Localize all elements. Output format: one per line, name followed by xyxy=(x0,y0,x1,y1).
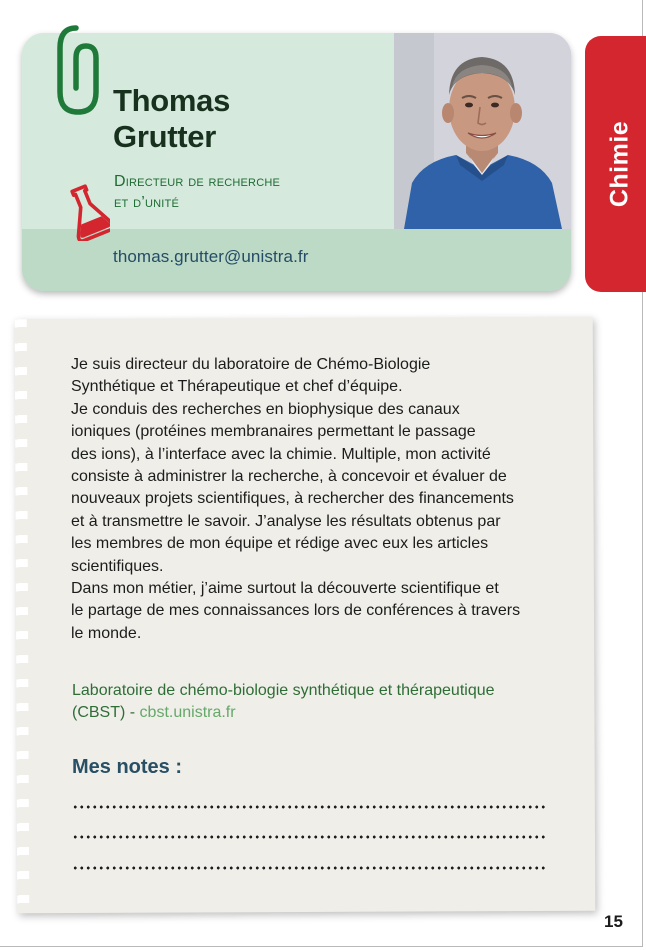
biography-line: des ions), à l’interface avec la chimie. Multiple, mon activité xyxy=(71,445,491,463)
chemistry-flask-icon xyxy=(66,183,110,241)
biography-line: ioniques (protéines membranaires permettant le passage xyxy=(71,423,476,441)
paperclip-icon xyxy=(46,22,106,122)
biography-text xyxy=(71,354,581,645)
email-link[interactable]: thomas.grutter@unistra.fr xyxy=(113,247,309,266)
job-title-line-2: et d’unité xyxy=(114,194,179,211)
notes-dotted-line xyxy=(72,835,546,839)
page-number: 15 xyxy=(604,912,623,931)
job-title-line-1: Directeur de recherche xyxy=(114,173,281,190)
biography-line: Dans mon métier, j’aime surtout la découverte scientifique et xyxy=(71,580,499,598)
biography-line: scientifiques. xyxy=(71,557,164,575)
laboratory-name: Laboratoire de chémo-biologie synthétique et thérapeutique xyxy=(72,682,495,699)
laboratory-acronym: (CBST) - xyxy=(72,704,140,721)
portrait-photo xyxy=(394,33,571,229)
notebook-binding-holes xyxy=(15,319,30,913)
category-tab-label: Chimie xyxy=(605,120,634,208)
notes-title: Mes notes : xyxy=(72,756,183,778)
biography-line: nouveaux projets scientifiques, à rechercher des financements xyxy=(71,490,514,508)
biography-line: le monde. xyxy=(71,624,142,642)
last-name: Grutter xyxy=(113,119,216,154)
notes-dotted-line xyxy=(72,805,546,809)
biography-line: Je conduis des recherches en biophysique des canaux xyxy=(71,400,460,418)
biography-line: consiste à administrer la recherche, à concevoir et évaluer de xyxy=(71,468,507,486)
biography-line: et à transmettre le savoir. J’analyse les résultats obtenus par xyxy=(71,512,501,530)
biography-line: Synthétique et Thérapeutique et chef d’équipe. xyxy=(71,378,403,396)
biography-line: Je suis directeur du laboratoire de Chémo-Biologie xyxy=(71,356,431,373)
job-title xyxy=(114,171,280,213)
notes-dotted-line xyxy=(72,866,546,870)
category-tab xyxy=(585,36,646,292)
person-name xyxy=(113,83,230,155)
biography-line: le partage de mes connaissances lors de conférences à travers xyxy=(71,602,521,620)
first-name: Thomas xyxy=(113,83,231,118)
laboratory-info xyxy=(72,680,592,724)
laboratory-website-link[interactable]: cbst.unistra.fr xyxy=(139,704,236,721)
biography-line: les membres de mon équipe et rédige avec eux les articles xyxy=(71,535,489,553)
